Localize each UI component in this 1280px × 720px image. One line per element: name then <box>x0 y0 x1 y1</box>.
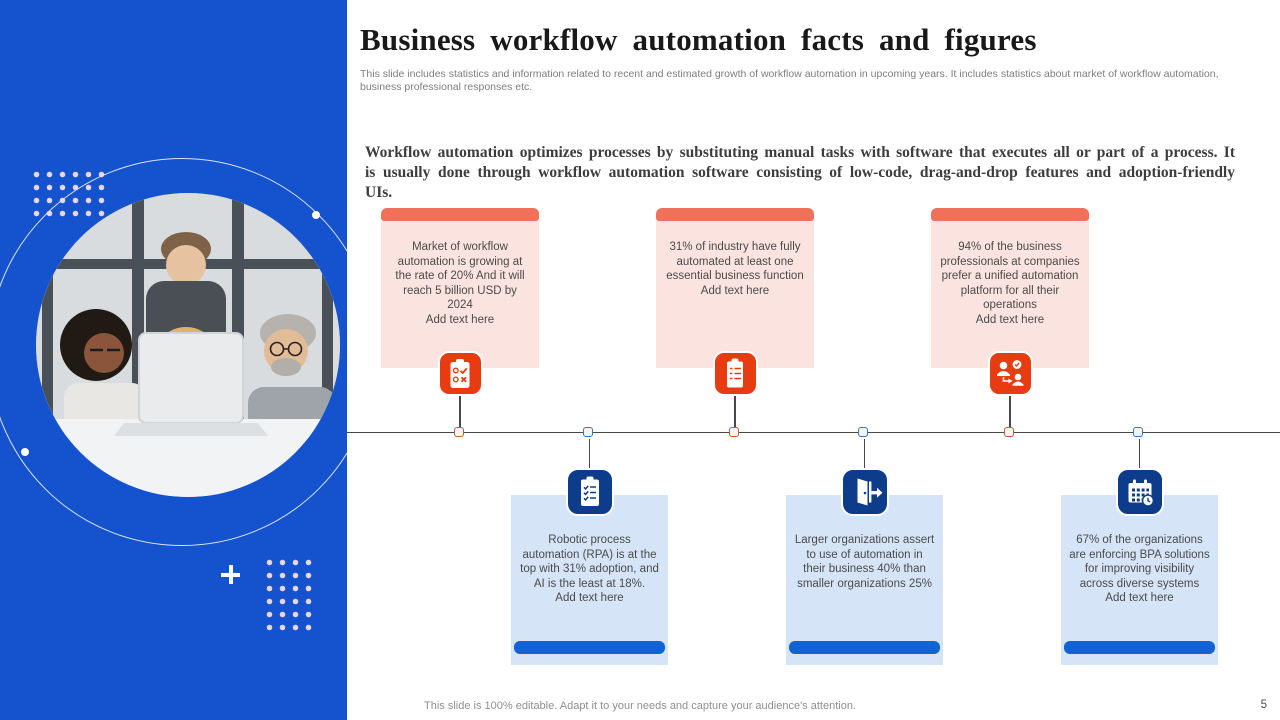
timeline-node <box>583 427 593 437</box>
dot-grid-decoration-bottom <box>263 556 316 634</box>
timeline-node <box>1133 427 1143 437</box>
timeline-node <box>1004 427 1014 437</box>
team-photo-illustration <box>36 193 340 497</box>
left-decor-panel <box>0 0 347 720</box>
stat-box-bottom-bar <box>514 641 665 654</box>
door-exit-icon <box>841 468 889 516</box>
connector-line <box>1009 396 1011 427</box>
stat-card-unified-platform <box>931 208 1089 368</box>
stat-box-bottom-bar <box>1064 641 1215 654</box>
stat-card-market-growth <box>381 208 539 368</box>
stat-text-value: Market of workflow automation is growing at the rate of 20% And it will reach 5 billion USD by 2024 <box>395 241 525 312</box>
stat-text-value: 31% of industry have fully automated at least one essential business function <box>666 241 804 283</box>
connector-line <box>734 396 736 427</box>
slide-subtitle: This slide includes statistics and information related to recent and estimated growth of workflow automation in upcoming years. It includes statistics about market of workflow automation, business professional responses etc. <box>360 68 1219 93</box>
add-text-placeholder[interactable]: Add text here <box>975 313 1045 326</box>
connector-line <box>1139 439 1141 470</box>
ring-decoration-right <box>312 211 320 219</box>
intro-paragraph: Workflow automation optimizes processes by substituting manual tasks with software that executes all or part of a process. It is usually done through workflow automation software consisting of low-code, drag-and-drop features and adoption-friendly UIs. <box>365 144 1235 201</box>
stat-text-value: 94% of the business professionals at companies prefer a unified automation platform for all their operations <box>940 241 1080 312</box>
timeline-node <box>454 427 464 437</box>
stat-text <box>656 240 814 298</box>
stat-text <box>1061 533 1218 606</box>
stat-text-value: 67% of the organizations are enforcing BPA solutions for improving visibility across diverse systems <box>1069 534 1210 590</box>
stat-text-value: Robotic process automation (RPA) is at the top with 31% adoption, and AI is the least at 18%. <box>520 534 659 590</box>
stat-text <box>931 240 1089 328</box>
stat-box <box>1061 495 1218 665</box>
stat-box <box>656 208 814 368</box>
stat-box <box>931 208 1089 368</box>
stat-box-top-bar <box>656 208 814 221</box>
timeline-node <box>858 427 868 437</box>
add-text-placeholder[interactable]: Add text here <box>555 592 624 605</box>
dot-grid-decoration-top <box>30 168 109 220</box>
stat-box-bottom-bar <box>789 641 940 654</box>
plus-icon <box>221 565 240 584</box>
connector-line <box>459 396 461 427</box>
stat-text <box>786 533 943 591</box>
add-text-placeholder[interactable]: Add text here <box>700 284 770 297</box>
stat-box <box>381 208 539 368</box>
people-approval-icon <box>988 351 1033 396</box>
clipboard-list-icon <box>713 351 758 396</box>
team-photo <box>36 193 340 497</box>
page-title: Business workflow automation facts and figures <box>360 22 1037 57</box>
stat-box <box>786 495 943 665</box>
timeline-node <box>729 427 739 437</box>
calendar-clock-icon <box>1116 468 1164 516</box>
connector-line <box>864 439 866 470</box>
footer-note: This slide is 100% editable. Adapt it to your needs and capture your audience's attention. <box>424 700 856 712</box>
connector-line <box>589 439 591 470</box>
add-text-placeholder[interactable]: Add text here <box>1105 592 1174 605</box>
stat-box <box>511 495 668 665</box>
clipboard-check-icon <box>566 468 614 516</box>
add-text-placeholder[interactable]: Add text here <box>425 313 495 326</box>
ring-decoration-left <box>21 448 29 456</box>
clipboard-check-cross-icon <box>438 351 483 396</box>
stat-text <box>511 533 668 606</box>
stat-text <box>381 240 539 328</box>
stat-box-top-bar <box>381 208 539 221</box>
page-number: 5 <box>1260 699 1267 711</box>
stat-card-industry-automation <box>656 208 814 368</box>
stat-box-top-bar <box>931 208 1089 221</box>
stat-text-value: Larger organizations assert to use of automation in their business 40% than smaller organizations 25% <box>794 534 935 590</box>
